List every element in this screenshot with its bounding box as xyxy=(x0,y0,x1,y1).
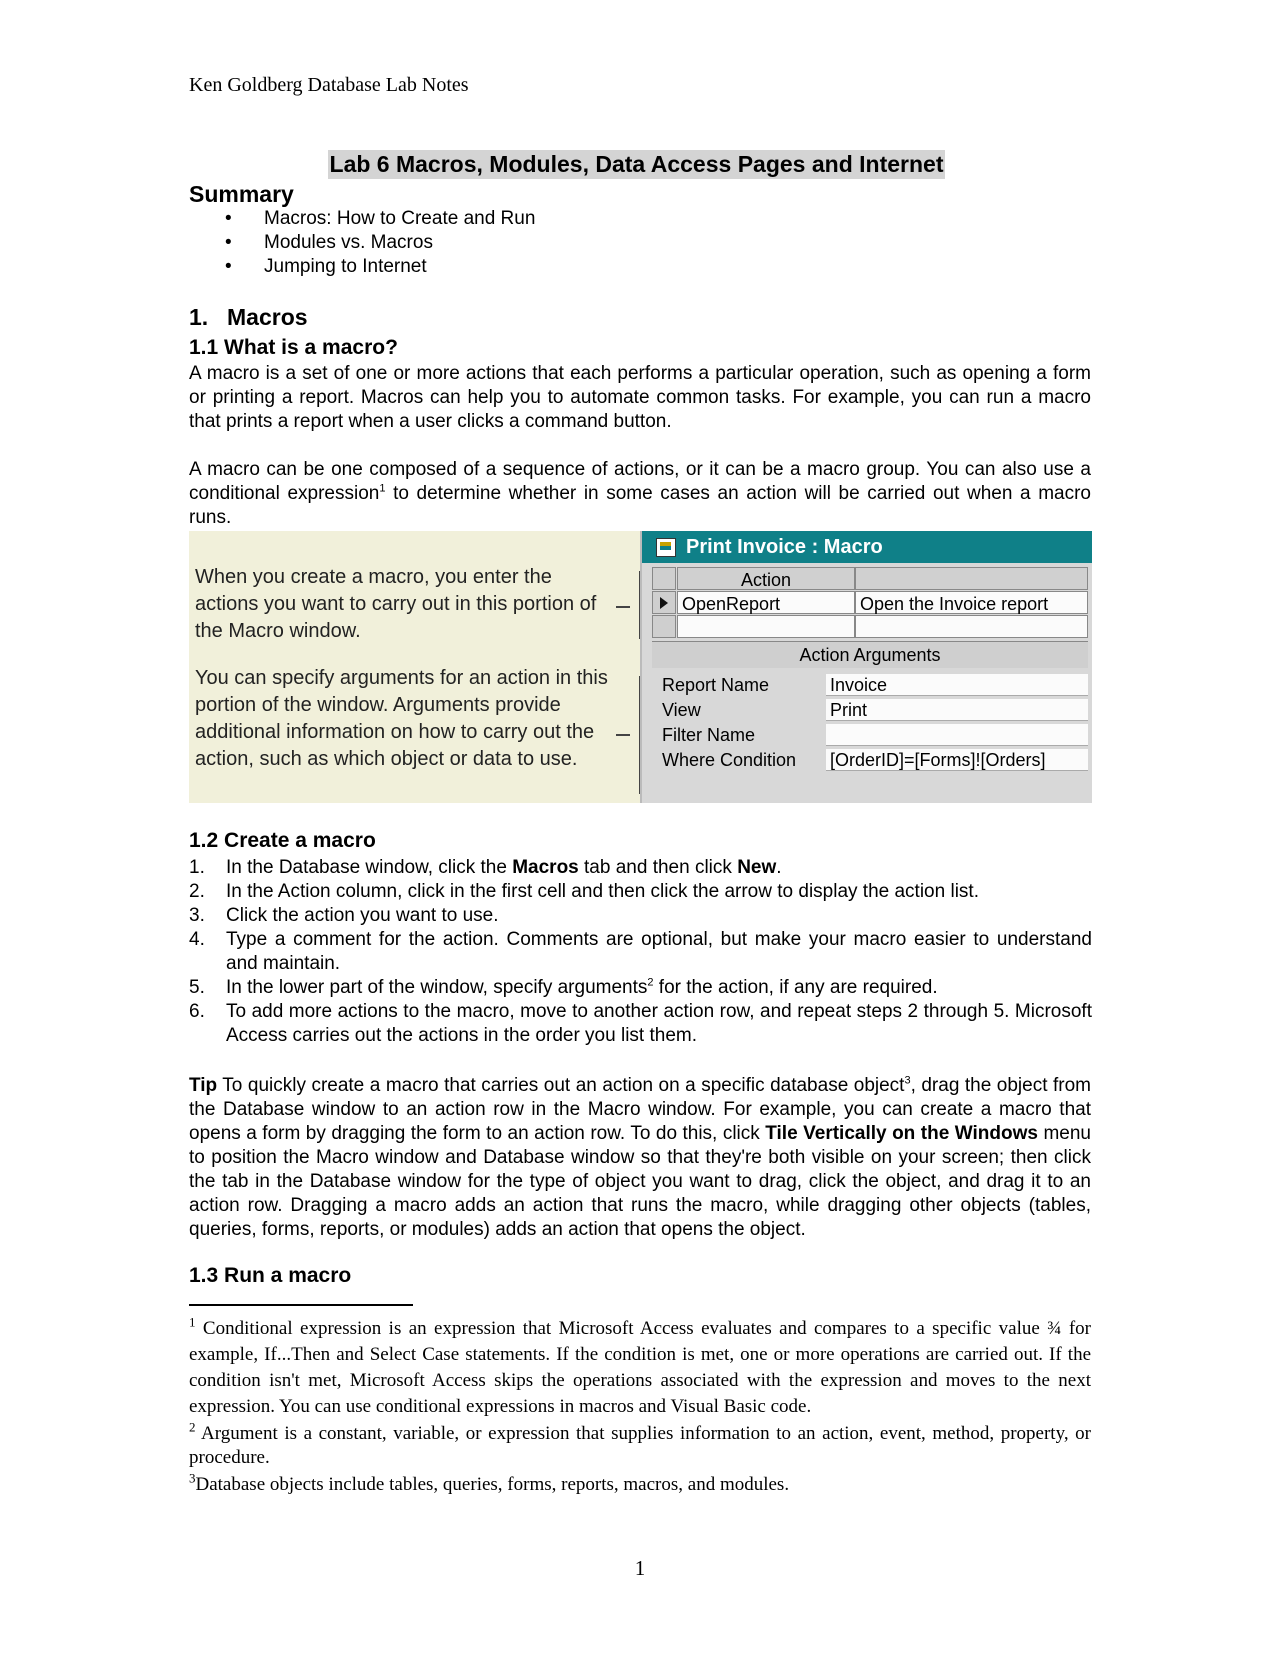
footnote xyxy=(189,1470,1091,1497)
row-selector xyxy=(652,567,676,590)
paragraph-macro-definition: A macro is a set of one or more actions that each performs a particular operation, such as opening a form or printing a report. Macros can help you to automate common tasks. For example, you can run a macro that prints a report when a user clicks a command button. xyxy=(189,363,1091,432)
bullet-icon: • xyxy=(225,232,232,253)
list-item xyxy=(189,928,1092,976)
action-grid xyxy=(652,567,1088,639)
subsection-heading-run: 1.3 Run a macro xyxy=(189,1264,352,1287)
argument-row xyxy=(652,698,1088,723)
action-arguments-heading: Action Arguments xyxy=(652,641,1088,668)
subsection-heading-create: 1.2 Create a macro xyxy=(189,829,376,852)
footnote-text: Argument is a constant, variable, or expression that supplies information to an action, event, method, property, or procedure. xyxy=(189,1423,1091,1468)
argument-value[interactable]: Invoice xyxy=(826,674,1088,696)
argument-row xyxy=(652,748,1088,773)
create-macro-steps xyxy=(189,856,1092,1048)
lab-title: Lab 6 Macros, Modules, Data Access Pages and Internet xyxy=(329,151,944,177)
table-row xyxy=(652,615,1088,639)
argument-value[interactable] xyxy=(826,724,1088,746)
macro-window xyxy=(640,531,1092,803)
figure-note-actions: When you create a macro, you enter the actions you want to carry out in this portion of the Macro window. xyxy=(195,566,597,642)
footnote-separator xyxy=(189,1304,413,1306)
footnote xyxy=(189,1419,1091,1470)
comment-cell[interactable]: Open the Invoice report xyxy=(855,591,1088,614)
macro-icon xyxy=(656,538,676,557)
list-item xyxy=(189,856,1092,880)
step-number: 1. xyxy=(189,857,205,878)
step-text: . xyxy=(776,857,782,878)
paragraph-text: A macro can be one composed of a sequence of actions, or it can be a macro group. You can also use a conditional expression xyxy=(189,459,1091,504)
bullet-icon: • xyxy=(225,208,232,229)
step-number: 5. xyxy=(189,977,205,998)
step-bold: Macros xyxy=(512,857,579,878)
footnote-ref[interactable]: 3 xyxy=(904,1074,911,1087)
footnote-text: Conditional expression is an expression that Microsoft Access evaluates and compares to a specific value ¾ for example, If...Then and Select Case statements. If the condition is met, one or more operations are carried out. If the condition isn't met, Microsoft Access skips the operations associated with the expression and moves to the next expression. You can use conditional expressions in macros and Visual Basic code. xyxy=(189,1318,1091,1417)
section-number: 1. xyxy=(189,304,209,330)
list-item xyxy=(189,880,1092,904)
list-item xyxy=(189,904,1092,928)
argument-value[interactable]: [OrderID]=[Forms]![Orders] xyxy=(826,749,1088,771)
list-item xyxy=(189,232,535,256)
footnote-number: 1 xyxy=(189,1314,196,1330)
page-number: 1 xyxy=(634,1556,646,1580)
list-item xyxy=(189,256,535,280)
footnote-ref[interactable]: 1 xyxy=(379,482,386,495)
section-title: Macros xyxy=(227,304,308,330)
argument-value[interactable]: Print xyxy=(826,699,1088,721)
callout-tick xyxy=(616,734,630,736)
step-text: In the lower part of the window, specify arguments xyxy=(226,977,648,998)
paragraph-text: to determine whether in some cases an action will be carried out when a macro runs. xyxy=(189,483,1091,528)
tip-text: , drag the object from the Database window to an action row in the Macro window. For example, you can create a macro that opens a form by dragging the form to an action row. To do this, click xyxy=(189,1075,1091,1144)
footnote-text: Database objects include tables, queries, forms, reports, macros, and modules. xyxy=(195,1474,790,1495)
figure-note-arguments: You can specify arguments for an action in this portion of the window. Arguments provide additional information on how to carry out the action, such as which object or data to use. xyxy=(195,667,608,770)
macro-window-figure xyxy=(189,531,1092,803)
step-text: for the action, if any are required. xyxy=(653,977,938,998)
step-number: 4. xyxy=(189,929,205,950)
argument-row xyxy=(652,723,1088,748)
step-text: tab and then click xyxy=(578,857,738,878)
paragraph-macro-composition xyxy=(189,458,1091,530)
tip-text: To quickly create a macro that carries out an action on a specific database object xyxy=(217,1075,905,1096)
row-selector[interactable] xyxy=(652,615,676,638)
macro-window-title: Print Invoice : Macro xyxy=(686,536,883,558)
action-arguments xyxy=(652,673,1088,773)
title-wrap xyxy=(0,150,1280,179)
tip-paragraph xyxy=(189,1074,1091,1242)
subsection-heading-what: 1.1 What is a macro? xyxy=(189,336,398,359)
table-row xyxy=(652,591,1088,615)
callout-tick xyxy=(616,606,630,608)
step-text: Click the action you want to use. xyxy=(226,905,499,926)
summary-list xyxy=(189,208,535,280)
comment-cell[interactable] xyxy=(855,615,1088,638)
argument-label: Filter Name xyxy=(662,725,756,745)
list-item xyxy=(189,208,535,232)
argument-row xyxy=(652,673,1088,698)
grid-header-row xyxy=(652,567,1088,591)
step-text: In the Database window, click the xyxy=(226,857,513,878)
list-item xyxy=(189,1000,1092,1048)
argument-label: View xyxy=(662,700,701,720)
step-text: To add more actions to the macro, move to another action row, and repeat steps 2 through 5. Microsoft Access carries out the actions in the order you list them. xyxy=(226,1001,1092,1046)
footnote xyxy=(189,1316,1091,1420)
section-heading-macros xyxy=(189,304,308,331)
column-header-comment xyxy=(855,567,1088,590)
macro-window-titlebar xyxy=(642,531,1092,563)
step-number: 6. xyxy=(189,1001,205,1022)
list-item xyxy=(189,976,1092,1000)
row-pointer-icon xyxy=(660,597,668,609)
step-text: Type a comment for the action. Comments are optional, but make your macro easier to understand and maintain. xyxy=(226,929,1092,974)
tip-text: menu to position the Macro window and Database window so that they're both visible on your screen; then click the tab in the Database window for the type of object you want to drag, click the object, and drag it to an action row. Dragging a macro adds an action that runs the macro, while dragging other objects (tables, queries, forms, reports, or modules) adds an action that opens the object. xyxy=(189,1123,1092,1240)
summary-item-text: Modules vs. Macros xyxy=(264,232,433,253)
step-number: 3. xyxy=(189,905,205,926)
step-number: 2. xyxy=(189,881,205,902)
argument-label: Where Condition xyxy=(662,750,797,770)
footnotes xyxy=(189,1316,1091,1497)
column-header-action: Action xyxy=(677,567,855,590)
footnote-number: 3 xyxy=(189,1470,196,1486)
row-selector[interactable] xyxy=(652,591,676,614)
step-text: In the Action column, click in the first cell and then click the arrow to display the action list. xyxy=(226,881,979,902)
footnote-number: 2 xyxy=(189,1419,196,1435)
page-header: Ken Goldberg Database Lab Notes xyxy=(189,74,469,96)
step-bold: New xyxy=(737,857,777,878)
footnote-ref[interactable]: 2 xyxy=(647,976,654,989)
summary-item-text: Jumping to Internet xyxy=(264,256,427,277)
tip-bold: Tile Vertically on the Windows xyxy=(765,1123,1038,1144)
action-cell[interactable]: OpenReport xyxy=(677,591,855,614)
tip-label: Tip xyxy=(189,1075,218,1096)
summary-item-text: Macros: How to Create and Run xyxy=(264,208,536,229)
bullet-icon: • xyxy=(225,256,232,277)
argument-label: Report Name xyxy=(662,675,770,695)
action-cell[interactable] xyxy=(677,615,855,638)
summary-heading: Summary xyxy=(189,181,294,207)
